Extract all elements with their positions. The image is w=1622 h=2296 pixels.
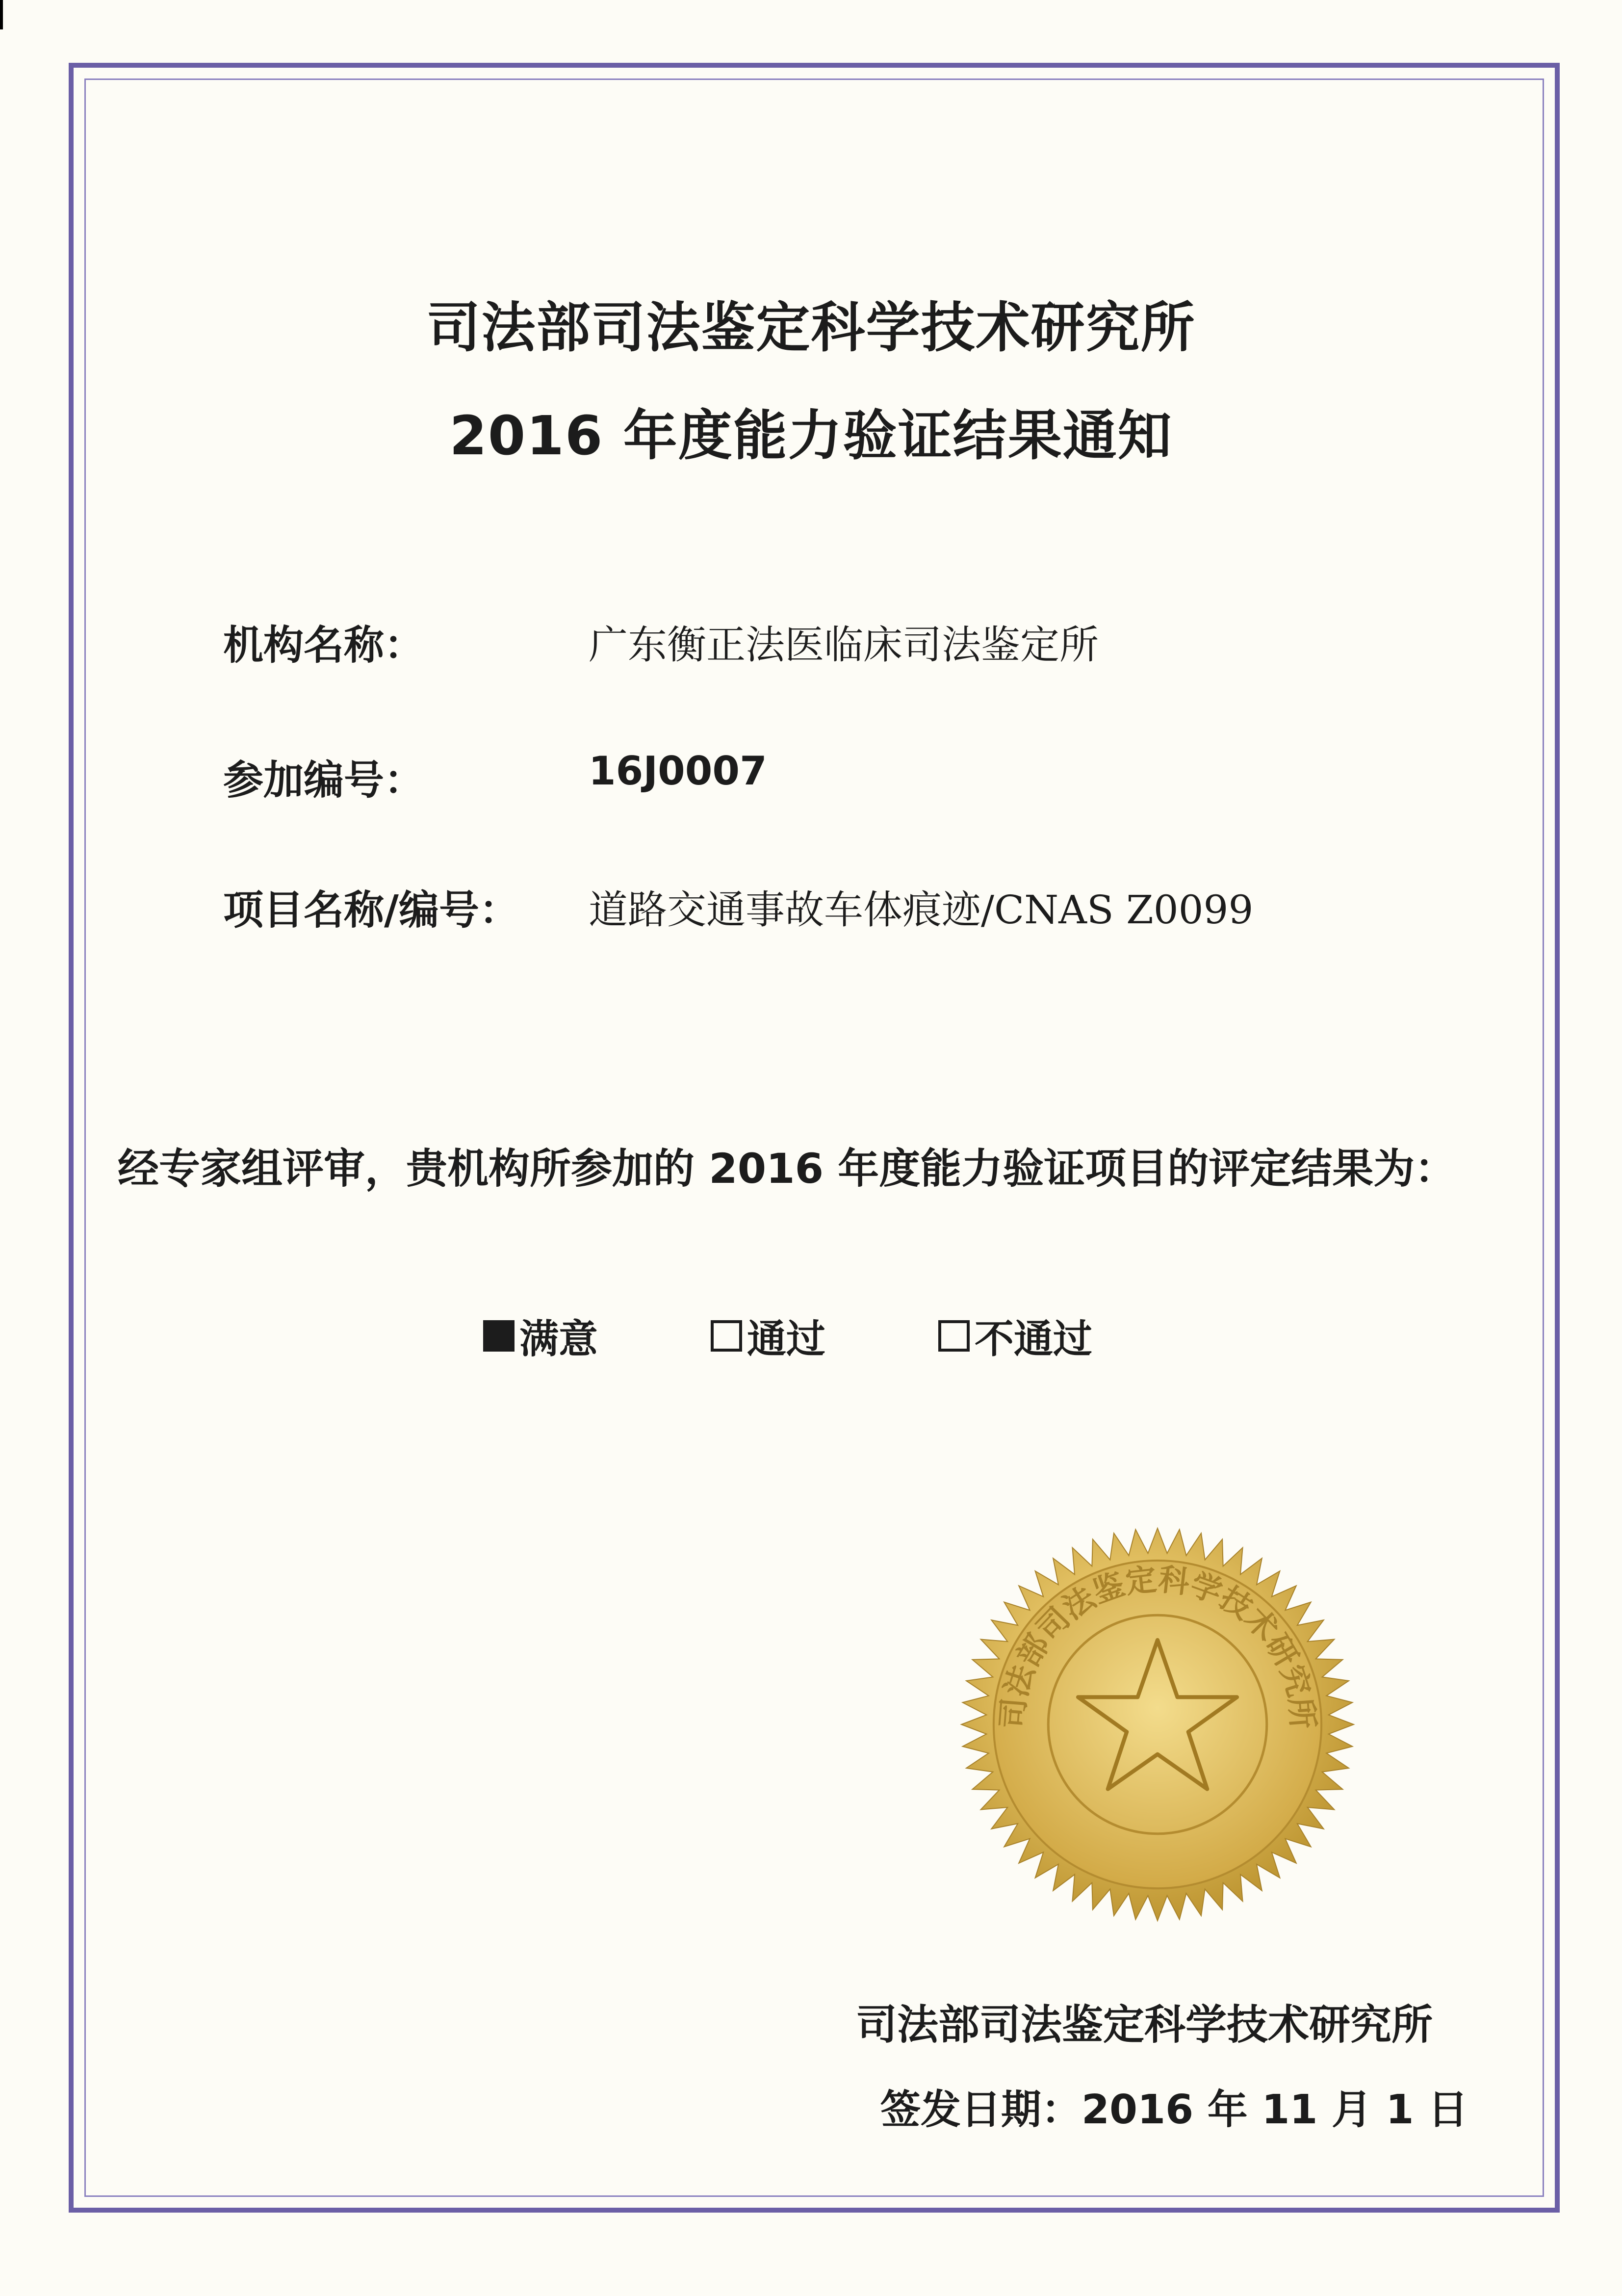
- title-line-1: 司法部司法鉴定科学技术研究所: [426, 296, 1196, 359]
- footer-organization: 司法部司法鉴定科学技术研究所: [856, 2001, 1433, 2049]
- project-label: 项目名称/编号：: [223, 887, 519, 934]
- participant-value: 16J0007: [589, 748, 767, 794]
- checkbox-icon-satisfactory: [483, 1320, 515, 1352]
- option-satisfactory: [483, 1307, 598, 1364]
- checkbox-icon-pass: [711, 1320, 742, 1352]
- institution-label: 机构名称：: [223, 622, 425, 669]
- option-label-pass: 通过: [747, 1316, 825, 1362]
- evaluation-statement: 经专家组评审，贵机构所参加的 2016 年度能力验证项目的评定结果为：: [118, 1145, 1456, 1193]
- seal-text: 司法部司法鉴定科学技术研究所: [994, 1561, 1321, 1730]
- checkbox-icon-fail: [938, 1320, 970, 1352]
- option-pass: [711, 1307, 825, 1364]
- option-label-satisfactory: 满意: [519, 1316, 598, 1362]
- scan-edge-mark: [0, 0, 3, 29]
- project-value: 道路交通事故车体痕迹/CNAS Z0099: [589, 887, 1254, 933]
- institution-value: 广东衡正法医临床司法鉴定所: [589, 622, 1099, 668]
- option-fail: [938, 1307, 1092, 1364]
- result-options: [483, 1307, 1092, 1364]
- footer-issue-date: 签发日期：2016 年 11 月 1 日: [880, 2087, 1468, 2133]
- title-line-2: 2016 年度能力验证结果通知: [449, 404, 1173, 467]
- gold-seal-icon: [959, 1526, 1356, 1923]
- participant-label: 参加编号：: [223, 757, 425, 804]
- option-label-fail: 不通过: [975, 1316, 1092, 1362]
